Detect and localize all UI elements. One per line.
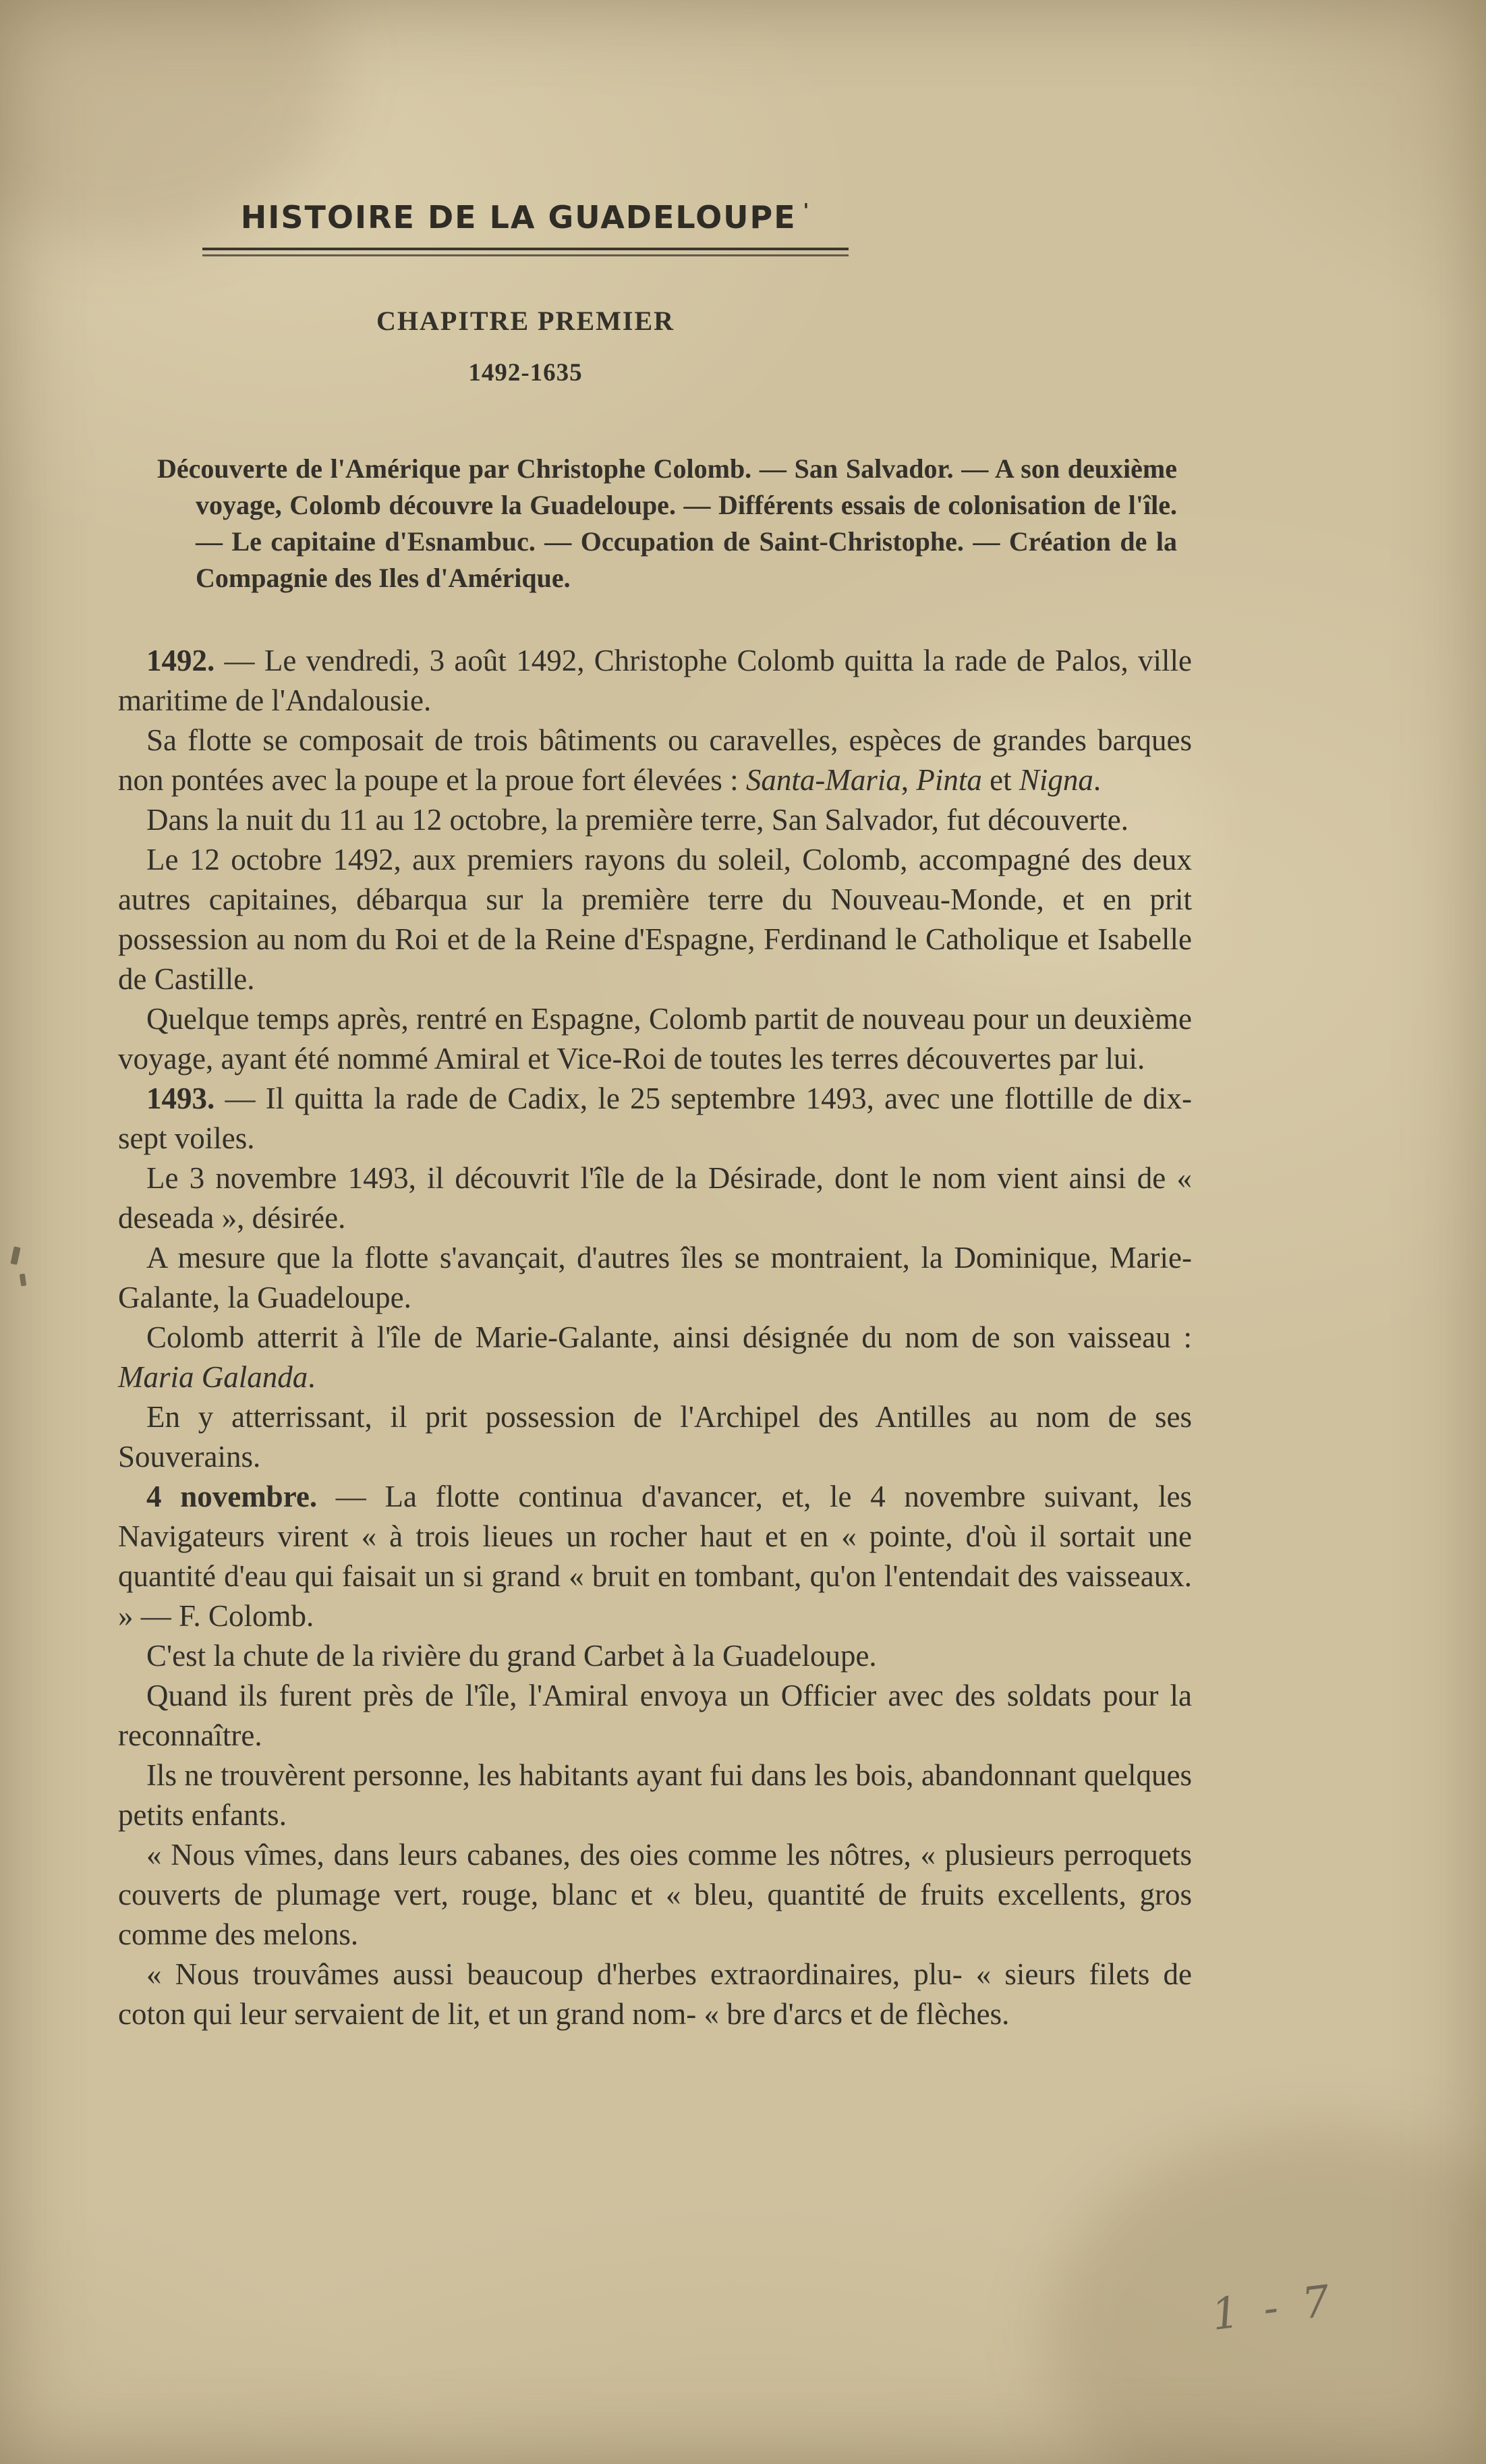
paragraph-date-lead: 4 novembre. xyxy=(146,1480,318,1513)
title-apostrophe-mark: ' xyxy=(803,199,811,221)
handwritten-page-mark: 1 - 7 xyxy=(1209,2276,1338,2341)
title-rule-top xyxy=(202,248,849,250)
title-rule-bottom xyxy=(202,254,849,256)
book-title-text: HISTOIRE DE LA GUADELOUPE xyxy=(240,199,797,235)
paragraph-date-lead: 1492. xyxy=(146,644,215,677)
book-title xyxy=(202,199,849,235)
body-paragraph: C'est la chute de la rivière du grand Carbet à la Guadeloupe. xyxy=(146,1639,877,1673)
body-paragraph: Sa flotte se composait de trois bâtiments ou caravelles, espèces de grandes barques non pontées avec la poupe et la proue fort élevées : Santa-Maria, Pinta et Nigna. xyxy=(118,723,1192,797)
body-paragraph: 4 novembre. — La flotte continua d'avancer, et, le 4 novembre suivant, les Navigateurs virent « à trois lieues un rocher haut et en « pointe, d'où il sortait une quantité d'eau qui faisait un si grand « bruit en tombant, qu'on l'entendait des vaisseaux. » — F. Colomb. xyxy=(118,1480,1192,1633)
page-header xyxy=(202,199,849,256)
chapter-dates: 1492-1635 xyxy=(468,359,583,387)
chapter-summary: Découverte de l'Amérique par Christophe Colomb. — San Salvador. — A son deuxième voyage, Colomb découvre la Guadeloupe. — Différents essais de colonisation de l'île. — Le capitaine d'Esnambuc. — Occupation de Saint-Christophe. — Création de la Compagnie des Iles d'Amérique. xyxy=(157,453,1177,593)
body-paragraph: Le 3 novembre 1493, il découvrit l'île de la Désirade, dont le nom vient ainsi de « deseada », désirée. xyxy=(118,1161,1192,1235)
body-paragraph: « Nous trouvâmes aussi beaucoup d'herbes extraordinaires, plu- « sieurs filets de coton qui leur servaient de lit, et un grand nom- « bre d'arcs et de flèches. xyxy=(118,1957,1192,2031)
body-paragraph: Quand ils furent près de l'île, l'Amiral envoya un Officier avec des soldats pour la reconnaître. xyxy=(118,1679,1192,1752)
body-paragraph: Dans la nuit du 11 au 12 octobre, la première terre, San Salvador, fut découverte. xyxy=(146,803,1129,837)
body-paragraph: 1492. — Le vendredi, 3 août 1492, Christophe Colomb quitta la rade de Palos, ville maritime de l'Andalousie. xyxy=(118,644,1192,717)
ship-name: Pinta xyxy=(916,763,982,797)
paragraph-date-lead: 1493. xyxy=(146,1082,215,1115)
body-paragraph: En y atterrissant, il prit possession de l'Archipel des Antilles au nom de ses Souverains. xyxy=(118,1400,1192,1474)
body-paragraph: Quelque temps après, rentré en Espagne, Colomb partit de nouveau pour un deuxième voyage, ayant été nommé Amiral et Vice-Roi de toutes les terres découvertes par lui. xyxy=(118,1002,1192,1075)
body-paragraphs xyxy=(118,641,1192,2034)
body-paragraph: « Nous vîmes, dans leurs cabanes, des oies comme les nôtres, « plusieurs perroquets couverts de plumage vert, rouge, blanc et « bleu, quantité de fruits excellents, gros comme des melons. xyxy=(118,1838,1192,1951)
ship-name: Santa-Maria xyxy=(745,763,901,797)
chapter-title: CHAPITRE PREMIER xyxy=(376,306,675,336)
ship-name: Maria Galanda xyxy=(118,1360,308,1394)
body-paragraph: A mesure que la flotte s'avançait, d'autres îles se montraient, la Dominique, Marie-Galante, la Guadeloupe. xyxy=(118,1241,1192,1314)
chapter-heading-group xyxy=(202,305,849,387)
ship-name: Nigna xyxy=(1019,763,1093,797)
scan-speck xyxy=(20,1274,26,1287)
body-paragraph: Le 12 octobre 1492, aux premiers rayons du soleil, Colomb, accompagné des deux autres capitaines, débarqua sur la première terre du Nouveau-Monde, et en prit possession au nom du Roi et de la Reine d'Espagne, Ferdinand le Catholique et Isabelle de Castille. xyxy=(118,843,1192,996)
scan-speck xyxy=(10,1246,20,1265)
body-paragraph: Colomb atterrit à l'île de Marie-Galante, ainsi désignée du nom de son vaisseau : Maria Galanda. xyxy=(118,1320,1192,1394)
body-paragraph: 1493. — Il quitta la rade de Cadix, le 25 septembre 1493, avec une flottille de dix-sept voiles. xyxy=(118,1082,1192,1155)
body-paragraph: Ils ne trouvèrent personne, les habitants ayant fui dans les bois, abandonnant quelques petits enfants. xyxy=(118,1758,1192,1832)
